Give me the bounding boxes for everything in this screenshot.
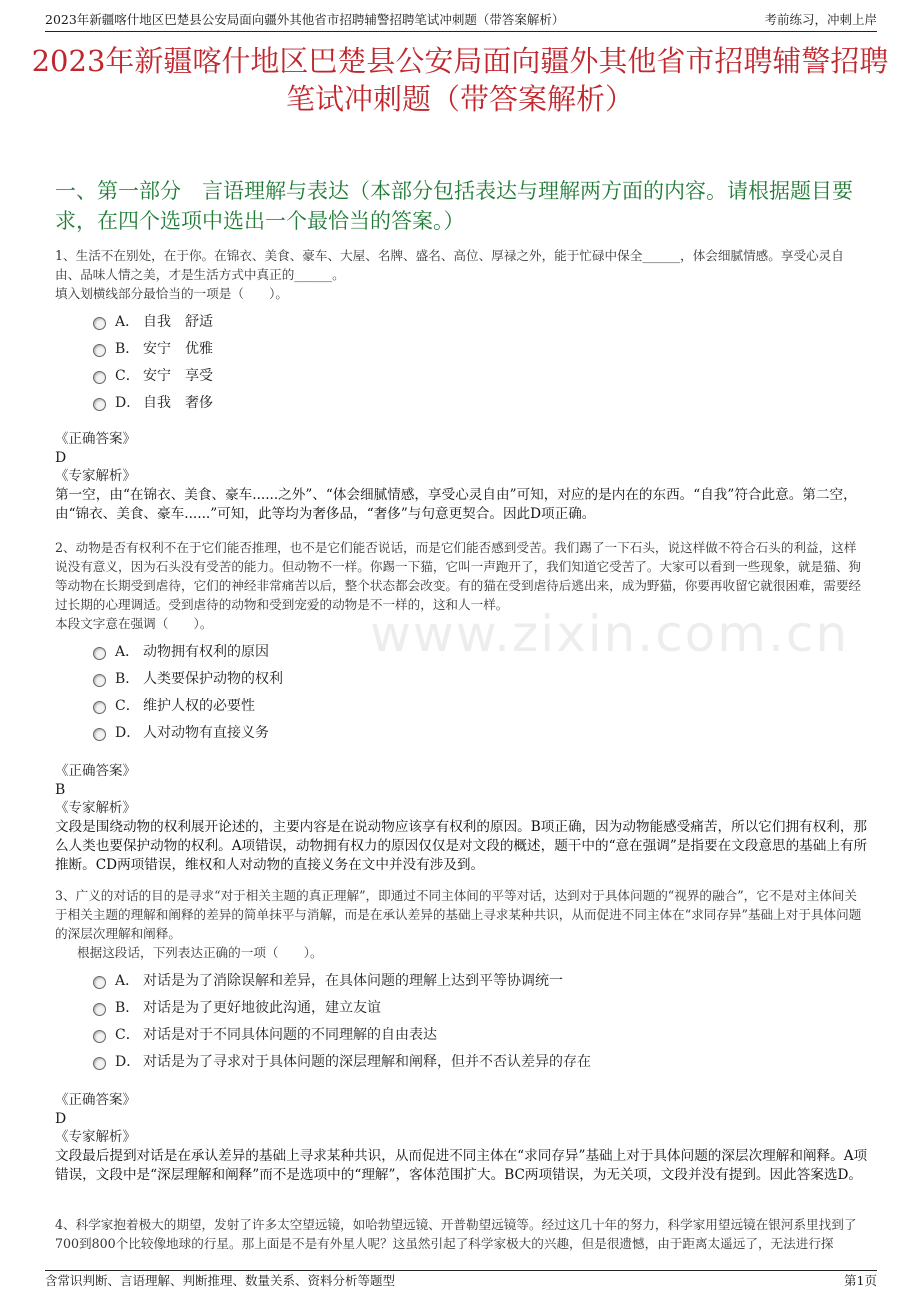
- option-c[interactable]: C． 安宁 享受: [93, 363, 868, 390]
- radio-button[interactable]: [93, 728, 106, 741]
- answer-label: 《正确答案》: [55, 1092, 136, 1108]
- question-1: [55, 246, 868, 417]
- explanation-label: 《专家解析》: [55, 468, 136, 484]
- option-b[interactable]: B． 安宁 优雅: [93, 336, 868, 363]
- question-prompt: 根据这段话，下列表达正确的一项（ ）。: [77, 945, 323, 960]
- footer-topics: 含常识判断、言语理解、判断推理、数量关系、资料分析等题型: [45, 1273, 396, 1288]
- page-header: [45, 9, 877, 32]
- answer-value: D: [55, 1111, 67, 1127]
- radio-button[interactable]: [93, 647, 106, 660]
- option-list: [93, 639, 868, 747]
- radio-button[interactable]: [93, 1057, 106, 1070]
- answer-label: 《正确答案》: [55, 763, 136, 779]
- explanation-label: 《专家解析》: [55, 1129, 136, 1145]
- question-prompt: 填入划横线部分最恰当的一项是（ ）。: [55, 286, 288, 301]
- option-a[interactable]: A． 自我 舒适: [93, 309, 868, 336]
- option-d[interactable]: D． 自我 奢侈: [93, 390, 868, 417]
- answer-block-3: [55, 1091, 868, 1185]
- question-2: [55, 538, 868, 747]
- question-stem: 2、动物是否有权利不在于它们能否推理，也不是它们能否说话，而是它们能否感到受苦。我们踢了一下石头，说这样做不符合石头的利益，这样说没有意义，因为石头没有受苦的能力。但动物不一样。你踢一下猫，它叫一声跑开了，我们知道它受苦了。大家可以看到一些现象，就是猫、狗等动物在长期受到虐待，它们的神经非常痛苦以后，整个状态都会改变。有的猫在受到虐待后逃出来，成为野猫，你要再收留它就很困难，需要经过长期的心理调适。受到虐待的动物和受到宠爱的动物是不一样的，这和人一样。: [55, 540, 861, 612]
- option-a[interactable]: A． 对话是为了消除误解和差异，在具体问题的理解上达到平等协调统一: [93, 968, 868, 995]
- question-3: [55, 886, 868, 1076]
- option-b[interactable]: B． 人类要保护动物的权利: [93, 666, 868, 693]
- answer-value: B: [55, 782, 66, 798]
- option-c[interactable]: C． 维护人权的必要性: [93, 693, 868, 720]
- page-number: 第1页: [844, 1273, 877, 1288]
- header-doc-title: 2023年新疆喀什地区巴楚县公安局面向疆外其他省市招聘辅警招聘笔试冲刺题（带答案解析）: [45, 12, 565, 27]
- page-footer: [45, 1270, 877, 1291]
- option-a[interactable]: A． 动物拥有权利的原因: [93, 639, 868, 666]
- question-stem: 3、广义的对话的目的是寻求“对于相关主题的真正理解”，即通过不同主体间的平等对话，达到对于具体问题的“视界的融合”，它不是对主体间关于相关主题的理解和阐释的差异的简单抹平与消解，而是在承认差异的基础上寻求某种共识，从而促进不同主体在“求同存异”基础上对于具体问题的深层次理解和阐释。: [55, 888, 862, 941]
- explanation-text: 文段是围绕动物的权利展开论述的，主要内容是在说动物应该享有权利的原因。B项正确，因为动物能感受痛苦，所以它们拥有权利，那么人类也要保护动物的权利。A项错误，动物拥有权力的原因仅仅是对文段的概述，题干中的“意在强调”是指要在文段意思的基础上有所推断。CD两项错误，维权和人对动物的直接义务在文中并没有涉及到。: [55, 819, 868, 873]
- document-title: 2023年新疆喀什地区巴楚县公安局面向疆外其他省市招聘辅警招聘笔试冲刺题（带答案解析）: [31, 44, 889, 116]
- radio-button[interactable]: [93, 674, 106, 687]
- answer-block-2: [55, 762, 868, 875]
- answer-label: 《正确答案》: [55, 431, 136, 447]
- radio-button[interactable]: [93, 344, 106, 357]
- radio-button[interactable]: [93, 1030, 106, 1043]
- question-stem: 4、科学家抱着极大的期望，发射了许多太空望远镜，如哈勃望远镜、开普勒望远镜等。经过这几十年的努力，科学家用望远镜在银河系里找到了700到800个比较像地球的行星。那上面是不是有外星人呢？这虽然引起了科学家极大的兴趣，但是很遗憾，由于距离太遥远了，无法进行探: [55, 1217, 857, 1251]
- header-slogan: 考前练习，冲刺上岸: [764, 12, 877, 27]
- watermark: www.zixin.com.cn: [370, 605, 850, 663]
- option-list: [93, 968, 868, 1076]
- section-heading: 一、第一部分 言语理解与表达（本部分包括表达与理解两方面的内容。请根据题目要求，在四个选项中选出一个最恰当的答案。）: [55, 179, 853, 233]
- radio-button[interactable]: [93, 1003, 106, 1016]
- question-4: [55, 1215, 868, 1253]
- radio-button[interactable]: [93, 398, 106, 411]
- explanation-text: 文段最后提到对话是在承认差异的基础上寻求某种共识，从而促进不同主体在“求同存异”基础上对于具体问题的深层次理解和阐释。A项错误，文段中是“深层理解和阐释”而不是选项中的“理解”，客体范围扩大。BC两项错误，为无关项，文段并没有提到。因此答案选D。: [55, 1148, 868, 1183]
- radio-button[interactable]: [93, 317, 106, 330]
- option-b[interactable]: B． 对话是为了更好地彼此沟通，建立友谊: [93, 995, 868, 1022]
- explanation-label: 《专家解析》: [55, 800, 136, 816]
- answer-block-1: [55, 430, 868, 524]
- option-c[interactable]: C． 对话是对于不同具体问题的不同理解的自由表达: [93, 1022, 868, 1049]
- question-stem: 1、生活不在别处，在于你。在锦衣、美食、豪车、大屋、名牌、盛名、高位、厚禄之外，能于忙碌中保全______，体会细腻情感。享受心灵自由、品味人情之美，才是生活方式中真正的______。: [55, 248, 844, 282]
- option-d[interactable]: D． 人对动物有直接义务: [93, 720, 868, 747]
- radio-button[interactable]: [93, 371, 106, 384]
- option-list: [93, 309, 868, 417]
- option-d[interactable]: D． 对话是为了寻求对于具体问题的深层理解和阐释，但并不否认差异的存在: [93, 1049, 868, 1076]
- answer-value: D: [55, 450, 67, 466]
- radio-button[interactable]: [93, 701, 106, 714]
- explanation-text: 第一空，由“在锦衣、美食、豪车......之外”、“体会细腻情感，享受心灵自由”可知，对应的是内在的东西。“自我”符合此意。第二空，由“锦衣、美食、豪车......”可知，此等均为奢侈品，“奢侈”与句意更契合。因此D项正确。: [55, 487, 857, 522]
- question-prompt: 本段文字意在强调（ ）。: [55, 616, 213, 631]
- radio-button[interactable]: [93, 976, 106, 989]
